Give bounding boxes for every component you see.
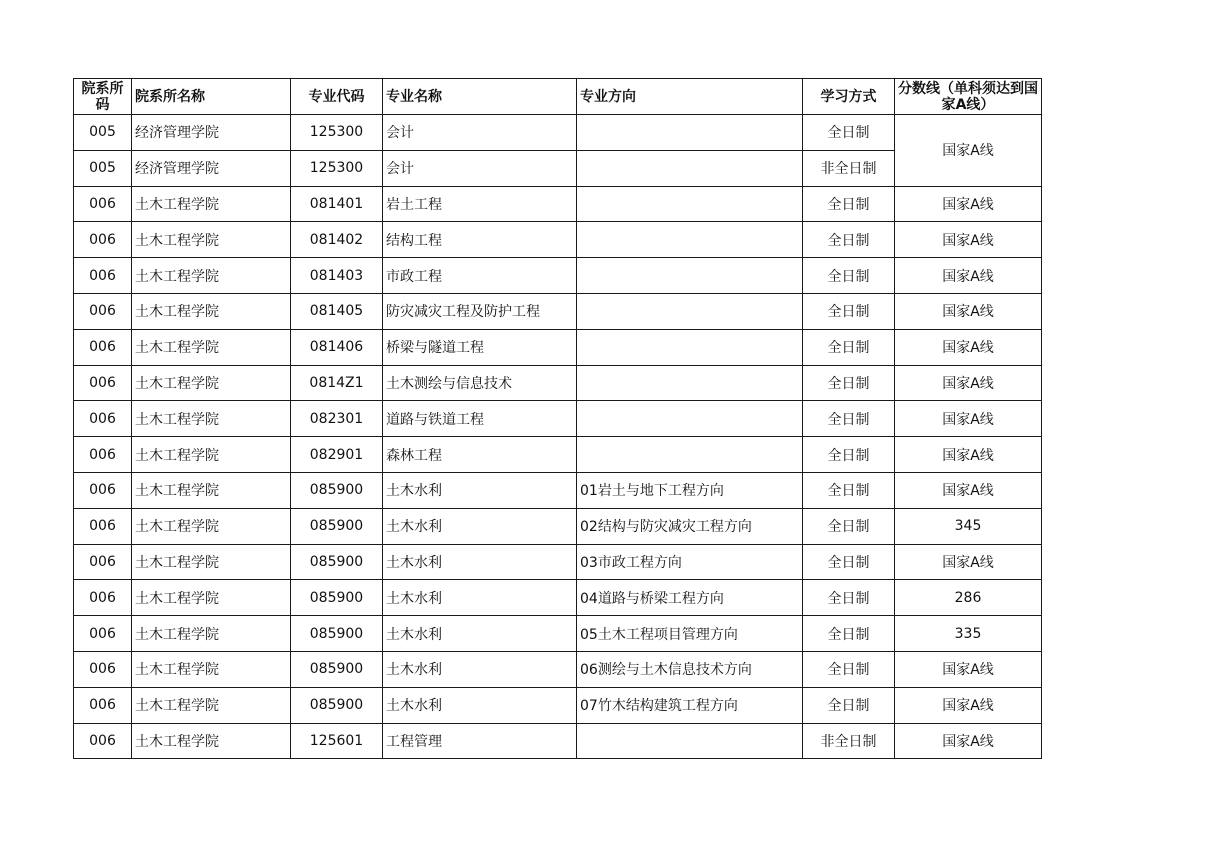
cell-score-merged: 国家A线 [895, 115, 1042, 187]
cell-dept-name: 土木工程学院 [132, 508, 291, 544]
cell-dept-code: 006 [74, 616, 132, 652]
cell-major-code: 085900 [291, 580, 383, 616]
cell-major-code: 085900 [291, 616, 383, 652]
cell-dept-name: 土木工程学院 [132, 616, 291, 652]
admission-score-table [73, 78, 1042, 759]
cell-direction [577, 222, 803, 258]
table-row [74, 115, 1042, 151]
cell-dept-code: 006 [74, 186, 132, 222]
cell-dept-name: 土木工程学院 [132, 258, 291, 294]
table-row [74, 437, 1042, 473]
cell-score: 国家A线 [895, 329, 1042, 365]
cell-score: 345 [895, 508, 1042, 544]
cell-study-mode: 全日制 [803, 329, 895, 365]
cell-dept-name: 土木工程学院 [132, 401, 291, 437]
cell-dept-name: 土木工程学院 [132, 651, 291, 687]
cell-score: 国家A线 [895, 687, 1042, 723]
cell-dept-name: 土木工程学院 [132, 544, 291, 580]
cell-major-name: 会计 [383, 150, 577, 186]
cell-score: 国家A线 [895, 651, 1042, 687]
cell-major-code: 085900 [291, 651, 383, 687]
cell-study-mode: 全日制 [803, 508, 895, 544]
cell-direction [577, 437, 803, 473]
cell-major-name: 土木水利 [383, 651, 577, 687]
header-major-name: 专业名称 [383, 79, 577, 115]
header-dept-name: 院系所名称 [132, 79, 291, 115]
cell-direction [577, 365, 803, 401]
table-row [74, 687, 1042, 723]
cell-dept-code: 006 [74, 651, 132, 687]
table-row [74, 329, 1042, 365]
cell-dept-code: 006 [74, 401, 132, 437]
table-body [74, 115, 1042, 759]
table-row [74, 186, 1042, 222]
table-row [74, 544, 1042, 580]
cell-direction [577, 186, 803, 222]
header-major-code: 专业代码 [291, 79, 383, 115]
cell-score: 国家A线 [895, 258, 1042, 294]
header-study-mode: 学习方式 [803, 79, 895, 115]
cell-study-mode: 非全日制 [803, 150, 895, 186]
table-row [74, 723, 1042, 759]
cell-dept-code: 006 [74, 222, 132, 258]
cell-score: 335 [895, 616, 1042, 652]
cell-study-mode: 全日制 [803, 293, 895, 329]
cell-major-name: 市政工程 [383, 258, 577, 294]
cell-dept-code: 005 [74, 150, 132, 186]
cell-major-code: 085900 [291, 508, 383, 544]
cell-dept-code: 006 [74, 472, 132, 508]
cell-study-mode: 全日制 [803, 186, 895, 222]
cell-score: 国家A线 [895, 365, 1042, 401]
table-row [74, 258, 1042, 294]
cell-study-mode: 全日制 [803, 472, 895, 508]
cell-direction [577, 293, 803, 329]
cell-direction [577, 723, 803, 759]
cell-dept-code: 006 [74, 723, 132, 759]
cell-study-mode: 全日制 [803, 258, 895, 294]
cell-score: 国家A线 [895, 723, 1042, 759]
cell-major-code: 0814Z1 [291, 365, 383, 401]
cell-direction: 07竹木结构建筑工程方向 [577, 687, 803, 723]
cell-study-mode: 全日制 [803, 115, 895, 151]
table-row [74, 651, 1042, 687]
cell-study-mode: 全日制 [803, 580, 895, 616]
cell-dept-code: 005 [74, 115, 132, 151]
cell-direction [577, 150, 803, 186]
cell-major-code: 085900 [291, 544, 383, 580]
cell-dept-name: 土木工程学院 [132, 723, 291, 759]
cell-major-code: 081405 [291, 293, 383, 329]
cell-direction [577, 401, 803, 437]
cell-direction: 02结构与防灾减灾工程方向 [577, 508, 803, 544]
cell-dept-code: 006 [74, 544, 132, 580]
cell-score: 286 [895, 580, 1042, 616]
table-row [74, 472, 1042, 508]
cell-score: 国家A线 [895, 472, 1042, 508]
cell-dept-name: 土木工程学院 [132, 472, 291, 508]
cell-score: 国家A线 [895, 437, 1042, 473]
cell-dept-code: 006 [74, 329, 132, 365]
cell-dept-code: 006 [74, 687, 132, 723]
cell-direction: 05土木工程项目管理方向 [577, 616, 803, 652]
cell-score: 国家A线 [895, 186, 1042, 222]
cell-dept-name: 土木工程学院 [132, 329, 291, 365]
cell-dept-name: 土木工程学院 [132, 365, 291, 401]
cell-dept-name: 土木工程学院 [132, 186, 291, 222]
cell-major-name: 土木水利 [383, 472, 577, 508]
cell-major-code: 082901 [291, 437, 383, 473]
cell-score: 国家A线 [895, 544, 1042, 580]
cell-dept-name: 土木工程学院 [132, 687, 291, 723]
cell-major-name: 结构工程 [383, 222, 577, 258]
cell-major-code: 081403 [291, 258, 383, 294]
cell-major-name: 防灾减灾工程及防护工程 [383, 293, 577, 329]
cell-major-name: 岩土工程 [383, 186, 577, 222]
cell-dept-name: 经济管理学院 [132, 150, 291, 186]
cell-dept-code: 006 [74, 365, 132, 401]
cell-major-code: 125300 [291, 150, 383, 186]
cell-score: 国家A线 [895, 293, 1042, 329]
cell-study-mode: 全日制 [803, 365, 895, 401]
cell-major-name: 土木水利 [383, 687, 577, 723]
cell-score: 国家A线 [895, 401, 1042, 437]
cell-direction [577, 258, 803, 294]
cell-dept-name: 土木工程学院 [132, 580, 291, 616]
cell-direction: 03市政工程方向 [577, 544, 803, 580]
cell-major-name: 土木测绘与信息技术 [383, 365, 577, 401]
cell-dept-code: 006 [74, 580, 132, 616]
cell-direction: 04道路与桥梁工程方向 [577, 580, 803, 616]
cell-direction: 06测绘与土木信息技术方向 [577, 651, 803, 687]
cell-direction: 01岩土与地下工程方向 [577, 472, 803, 508]
table-row [74, 365, 1042, 401]
cell-dept-name: 土木工程学院 [132, 437, 291, 473]
header-direction: 专业方向 [577, 79, 803, 115]
cell-study-mode: 全日制 [803, 437, 895, 473]
cell-study-mode: 全日制 [803, 616, 895, 652]
cell-dept-name: 土木工程学院 [132, 293, 291, 329]
table-row [74, 508, 1042, 544]
cell-dept-name: 经济管理学院 [132, 115, 291, 151]
cell-study-mode: 全日制 [803, 222, 895, 258]
cell-major-name: 道路与铁道工程 [383, 401, 577, 437]
cell-major-code: 081406 [291, 329, 383, 365]
cell-dept-code: 006 [74, 258, 132, 294]
cell-study-mode: 全日制 [803, 544, 895, 580]
cell-major-code: 125300 [291, 115, 383, 151]
cell-major-name: 土木水利 [383, 508, 577, 544]
cell-major-code: 085900 [291, 687, 383, 723]
cell-major-name: 工程管理 [383, 723, 577, 759]
table-row [74, 580, 1042, 616]
table-row [74, 616, 1042, 652]
cell-major-name: 森林工程 [383, 437, 577, 473]
cell-study-mode: 全日制 [803, 651, 895, 687]
cell-major-name: 土木水利 [383, 580, 577, 616]
cell-dept-code: 006 [74, 437, 132, 473]
cell-study-mode: 全日制 [803, 401, 895, 437]
header-dept-code: 院系所码 [74, 79, 132, 115]
cell-study-mode: 全日制 [803, 687, 895, 723]
cell-major-name: 土木水利 [383, 616, 577, 652]
cell-major-name: 会计 [383, 115, 577, 151]
cell-major-name: 桥梁与隧道工程 [383, 329, 577, 365]
cell-major-code: 081401 [291, 186, 383, 222]
cell-dept-code: 006 [74, 508, 132, 544]
cell-major-name: 土木水利 [383, 544, 577, 580]
cell-direction [577, 115, 803, 151]
cell-major-code: 085900 [291, 472, 383, 508]
cell-dept-code: 006 [74, 293, 132, 329]
header-row [74, 79, 1042, 115]
cell-score: 国家A线 [895, 222, 1042, 258]
cell-direction [577, 329, 803, 365]
cell-major-code: 125601 [291, 723, 383, 759]
cell-study-mode: 非全日制 [803, 723, 895, 759]
cell-major-code: 082301 [291, 401, 383, 437]
header-score-line: 分数线（单科须达到国家A线） [895, 79, 1042, 115]
cell-dept-name: 土木工程学院 [132, 222, 291, 258]
table-row [74, 401, 1042, 437]
table-row [74, 293, 1042, 329]
table-row [74, 222, 1042, 258]
cell-major-code: 081402 [291, 222, 383, 258]
